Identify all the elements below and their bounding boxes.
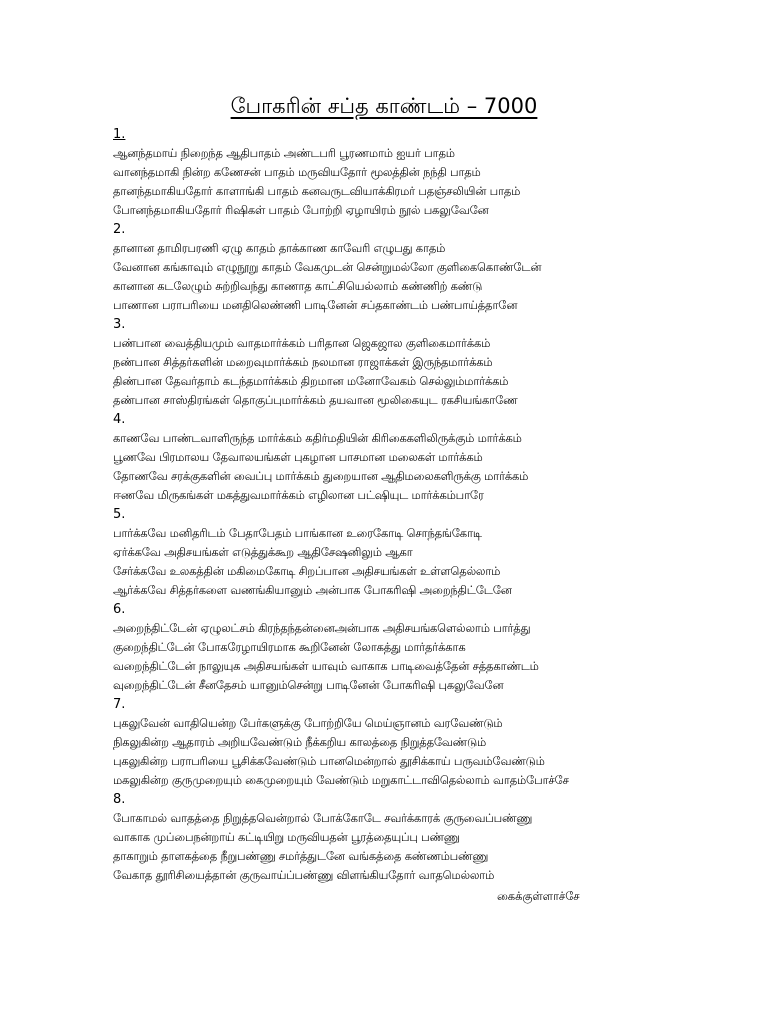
- verse-line: அறைந்திட்டேன் ஏழுலட்சம் கிரந்தந்தன்னைஅன்பாக அதிசயங்களெல்லாம் பார்த்து: [113, 621, 531, 635]
- verse-line: தானந்தமாகியதோர் காளாங்கி பாதம் கனவருடவியாக்கிரமர் பதஞ்சலியின் பாதம்: [113, 184, 521, 198]
- verse-number: 1.: [113, 127, 126, 142]
- verse-line: திண்பான தேவர்தாம் கடந்தமார்க்கம் திறமான மனோவேகம் செல்லும்மார்க்கம்: [113, 374, 509, 388]
- verse-number: 3.: [113, 317, 126, 332]
- verse-line: புகலுகின்ற பராபரியை பூசிக்கவேண்டும் பானமென்றால் தூசிக்காய் பருவம்வேண்டும்: [113, 754, 545, 768]
- verse-line: ஏர்க்கவே அதிசயங்கள் எடுத்துக்கூற ஆதிசேஷனிலும் ஆகா: [113, 545, 413, 559]
- verse-line: புகலுவேன் வாதியென்ற பேர்களுக்கு போற்றியே மெய்ஞானம் வரவேண்டும்: [113, 716, 503, 730]
- verse-number: 6.: [113, 602, 126, 617]
- verse-line: கானான கடலேழும் சுற்றிவந்து காணாத காட்சியெல்லாம் கண்ணிற் கண்டு: [113, 279, 483, 293]
- verse-line: தண்பான சாஸ்திரங்கள் தொகுப்புமார்க்கம் தயவான மூலிகையுட ரகசியங்காணே: [113, 393, 518, 407]
- verse-line: தாகாறும் தாளகத்தை நீறுபண்ணு சமர்த்துடனே வங்கத்தை கண்ணம்பண்ணு: [113, 849, 489, 863]
- verse-number: 8.: [113, 792, 126, 807]
- verse-line: நண்பான சித்தர்களின் மறைவுமார்க்கம் நலமான ராஜாக்கள் இருந்தமார்க்கம்: [113, 355, 493, 369]
- verse-line: வுறைந்திட்டேன் சீனதேசம் யானும்சென்று பாடினேன் போகரிஷி புகலுவேனே: [113, 678, 504, 692]
- verse-line: ஈணவே மிருகங்கள் மகத்துவமார்க்கம் எழிலான பட்ஷியுட மார்க்கம்பாரே: [113, 488, 484, 502]
- verse-line: வேனான கங்காவும் எழுநூறு காதம் வேகமுடன் சென்றுமல்லோ குளிகைகொண்டேன்: [113, 260, 542, 274]
- verse-signoff: கைக்குள்ளாச்சே: [497, 889, 580, 903]
- verse-line: குறைந்திட்டேன் போகரேழாயிரமாக கூறினேன் லோகத்து மார்தர்க்காக: [113, 640, 466, 654]
- verse-line: பூணவே பிரமாலய தேவாலயங்கள் புகழான பாசமான மலைகள் மார்க்கம்: [113, 450, 483, 464]
- verse-line: போகாமல் வாதத்தை நிறுத்தவென்றால் போக்கோடே சவர்க்காரக் குருவைப்பண்ணு: [113, 811, 533, 825]
- verse-line: தோணவே சரக்குகளின் வைப்பு மார்க்கம் துறையான ஆதிமலைகளிருக்கு மார்க்கம்: [113, 469, 529, 483]
- verse-line: வறைந்திட்டேன் நாலுயுக அதிசயங்கள் யாவும் வாகாக பாடிவைத்தேன் சத்தகாண்டம்: [113, 659, 539, 673]
- verse-line: பண்பான வைத்தியமும் வாதமார்க்கம் பரிதான ஜெகஜால குளிகைமார்க்கம்: [113, 336, 491, 350]
- verse-line: சேர்க்கவே உலகத்தின் மகிமைகோடி சிறப்பான அதிசயங்கள் உள்ளதெல்லாம்: [113, 564, 501, 578]
- verse-number: 7.: [113, 697, 126, 712]
- page-title: போகரின் சப்த காண்டம் – 7000: [230, 94, 538, 118]
- verse-line: மகலுகின்ற குருமுறையும் கைமுறையும் வேண்டும் மறுகாட்டாவிதெல்லாம் வாதம்போச்சே: [113, 773, 569, 787]
- verse-number: 2.: [113, 222, 126, 237]
- verse-line: வானந்தமாகி நின்ற கணேசன் பாதம் மருவியதோர் மூலத்தின் நந்தி பாதம்: [113, 165, 481, 179]
- verse-line: பார்க்கவே மனிதரிடம் பேதாபேதம் பாங்கான உரைகோடி சொந்தங்கோடி: [113, 526, 482, 540]
- verse-number: 5.: [113, 507, 126, 522]
- verse-body: [113, 125, 753, 885]
- verse-line: வாகாக முப்பைநன்றாய் கட்டியிறு மருவியதன் பூரத்தையுப்பு பண்ணு: [113, 830, 460, 844]
- verse-line: நிகலுகின்ற ஆதாரம் அறியவேண்டும் நீக்கறிய காலத்தை நிறுத்தவேண்டும்: [113, 735, 487, 749]
- verse-number: 4.: [113, 412, 126, 427]
- verse-line: பாணான பராபரியை மனதிலெண்ணி பாடினேன் சப்தகாண்டம் பண்பாய்த்தானே: [113, 298, 518, 312]
- verse-line: வேகாத தூரிசியைத்தான் குருவாய்ப்பண்ணு விளங்கியதோர் வாதமெல்லாம்: [113, 868, 495, 882]
- verse-line: காணவே பாண்டவாளிருந்த மார்க்கம் கதிர்மதியின் கிரிகைகளிலிருக்கும் மார்க்கம்: [113, 431, 522, 445]
- verse-line: ஆர்க்கவே சித்தர்களை வணங்கியானும் அன்பாக போகரிஷி அறைந்திட்டேனே: [113, 583, 512, 597]
- verse-line: தானான தாமிரபரணி ஏழு காதம் தாக்காண காவேரி எழுபது காதம்: [113, 241, 446, 255]
- verse-line: போனந்தமாகியதோர் ரிஷிகள் பாதம் போற்றி ஏழாயிரம் நூல் பகலுவேனே: [113, 203, 489, 217]
- verse-line: ஆனந்தமாய் நிறைந்த ஆதிபாதம் அண்டபரி பூரணமாம் ஐயர் பாதம்: [113, 146, 455, 160]
